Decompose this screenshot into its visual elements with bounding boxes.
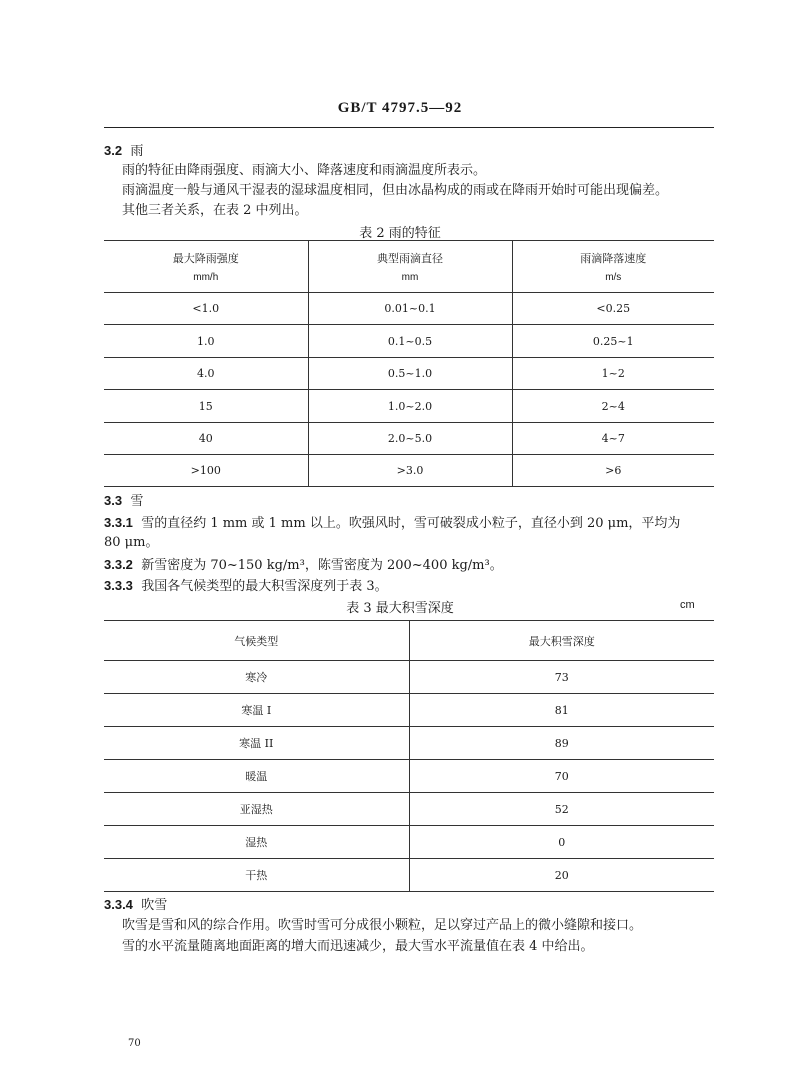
paragraph-3-3-2 [104, 556, 503, 575]
column-header: 雨滴降落速度 m/s [512, 241, 714, 293]
table-2-caption: 表 2 雨的特征 [359, 226, 441, 241]
paragraph-line: 雪的水平流量随离地面距离的增大而迅速减少，最大雪水平流量值在表 4 中给出。 [122, 939, 594, 954]
table-3-unit: cm [680, 599, 695, 611]
table-row [104, 455, 714, 487]
section-3-3-heading [104, 492, 143, 511]
table-cell: 2.0~5.0 [308, 423, 512, 455]
clause-number: 3.3.1 [104, 515, 133, 530]
paragraph-line: 80 μm。 [104, 535, 159, 550]
paragraph-line: 雨的特征由降雨强度、雨滴大小、降落速度和雨滴温度所表示。 [122, 163, 487, 178]
table-cell: 暖温 [104, 760, 409, 793]
table-cell: 40 [104, 423, 308, 455]
header-rule [104, 127, 714, 128]
table-cell: 4.0 [104, 358, 308, 390]
table-row [104, 325, 714, 358]
column-header: 最大积雪深度 [409, 621, 714, 661]
section-number: 3.2 [104, 143, 123, 158]
table-cell: 52 [409, 793, 714, 826]
section-title: 雪 [130, 494, 144, 509]
table-cell: 4~7 [512, 423, 714, 455]
column-header: 典型雨滴直径 mm [308, 241, 512, 293]
table-header-row [104, 241, 714, 293]
table-cell: 81 [409, 694, 714, 727]
table-row [104, 694, 714, 727]
table-3-max-snow-depth [104, 620, 714, 892]
table-cell: 0.1~0.5 [308, 325, 512, 358]
clause-number: 3.3.3 [104, 578, 133, 593]
table-row [104, 727, 714, 760]
table-row [104, 390, 714, 423]
table-cell: 寒冷 [104, 661, 409, 694]
table-cell: 湿热 [104, 826, 409, 859]
table-cell: 1.0 [104, 325, 308, 358]
document-header: GB/T 4797.5—92 [337, 100, 463, 116]
table-row [104, 358, 714, 390]
paragraph-3-3-3 [104, 577, 388, 596]
table-cell: 2~4 [512, 390, 714, 423]
table-cell: 寒温 I [104, 694, 409, 727]
table-cell: 70 [409, 760, 714, 793]
section-title: 雨 [130, 144, 144, 159]
table-cell: 0 [409, 826, 714, 859]
paragraph-line: 其他三者关系，在表 2 中列出。 [122, 203, 308, 218]
table-cell: >3.0 [308, 455, 512, 487]
table-cell: 1.0~2.0 [308, 390, 512, 423]
paragraph-line: 雨滴温度一般与通风干湿表的湿球温度相同，但由冰晶构成的雨或在降雨开始时可能出现偏差。 [122, 183, 669, 198]
table-cell: >100 [104, 455, 308, 487]
table-row [104, 293, 714, 325]
column-header: 最大降雨强度 mm/h [104, 241, 308, 293]
table-cell: 15 [104, 390, 308, 423]
table-3-caption: 表 3 最大积雪深度 [346, 601, 454, 616]
table-cell: >6 [512, 455, 714, 487]
column-header: 气候类型 [104, 621, 409, 661]
table-cell: 干热 [104, 859, 409, 892]
paragraph-line: 吹雪是雪和风的综合作用。吹雪时雪可分成很小颗粒，足以穿过产品上的微小缝隙和接口。 [122, 918, 643, 933]
table-header-row [104, 621, 714, 661]
table-row [104, 826, 714, 859]
table-cell: 0.5~1.0 [308, 358, 512, 390]
table-cell: 0.01~0.1 [308, 293, 512, 325]
table-cell: 1~2 [512, 358, 714, 390]
clause-text: 新雪密度为 70~150 kg/m³，陈雪密度为 200~400 kg/m³。 [141, 558, 503, 573]
table-row [104, 661, 714, 694]
section-number: 3.3 [104, 493, 123, 508]
section-3-2-heading [104, 142, 143, 161]
table-cell: 寒温 II [104, 727, 409, 760]
table-cell: 89 [409, 727, 714, 760]
section-title: 吹雪 [141, 898, 168, 913]
table-cell: 亚湿热 [104, 793, 409, 826]
clause-number: 3.3.4 [104, 897, 133, 912]
table-row [104, 793, 714, 826]
table-row [104, 423, 714, 455]
clause-text: 雪的直径约 1 mm 或 1 mm 以上。吹强风时，雪可破裂成小粒子，直径小到 20 μm，平均为 [141, 516, 681, 531]
table-cell: <1.0 [104, 293, 308, 325]
table-cell: <0.25 [512, 293, 714, 325]
page-number: 70 [128, 1038, 141, 1049]
table-cell: 0.25~1 [512, 325, 714, 358]
section-3-3-4-heading [104, 896, 167, 915]
table-cell: 73 [409, 661, 714, 694]
clause-number: 3.3.2 [104, 557, 133, 572]
clause-text: 我国各气候类型的最大积雪深度列于表 3。 [141, 579, 388, 594]
table-2-rain-characteristics [104, 240, 714, 487]
table-row [104, 859, 714, 892]
table-cell: 20 [409, 859, 714, 892]
paragraph-3-3-1 [104, 514, 680, 533]
table-row [104, 760, 714, 793]
